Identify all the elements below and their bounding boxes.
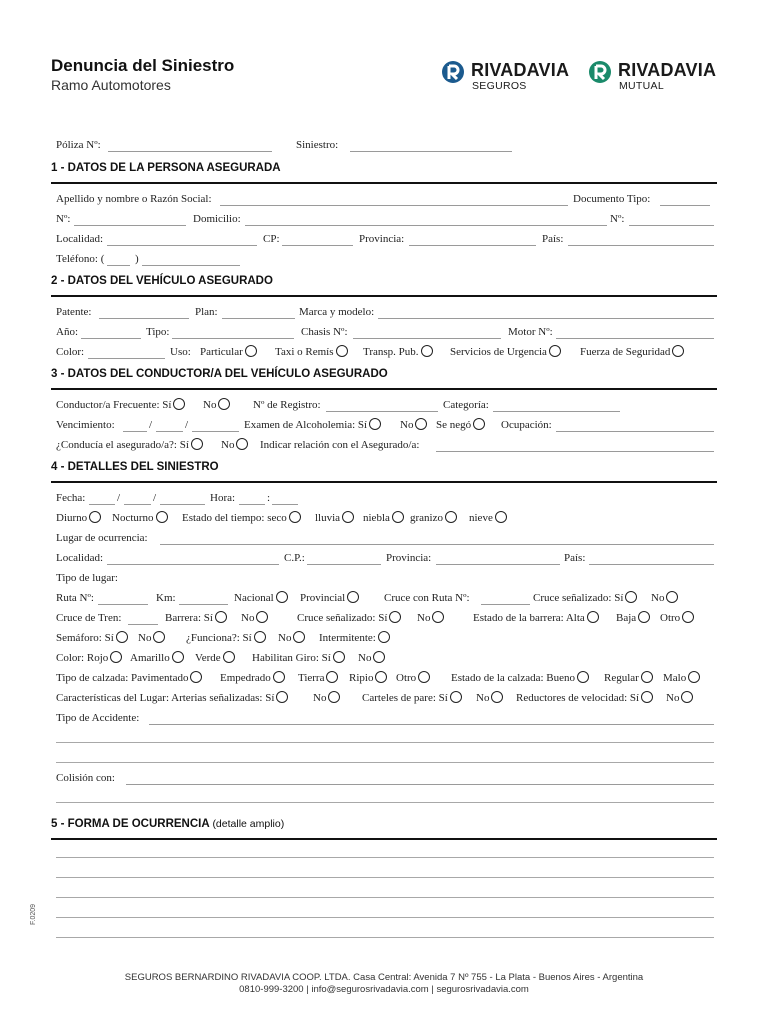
ripio-label: Ripio bbox=[349, 672, 374, 684]
granizo-radio[interactable] bbox=[445, 511, 457, 523]
section-5-title bbox=[51, 818, 284, 830]
s4-provincia-field[interactable] bbox=[436, 564, 560, 565]
lluvia-radio[interactable] bbox=[342, 511, 354, 523]
ruta-label: Ruta Nº: bbox=[56, 592, 94, 604]
color-label: Color: bbox=[56, 346, 85, 358]
cruce-ruta-label: Cruce con Ruta Nº: bbox=[384, 592, 470, 604]
ripio-radio[interactable] bbox=[375, 671, 387, 683]
s4-localidad-field[interactable] bbox=[107, 564, 279, 565]
fecha-day-field[interactable] bbox=[89, 504, 115, 505]
habilitan-no-radio[interactable] bbox=[373, 651, 385, 663]
tipo-label: Tipo: bbox=[146, 326, 170, 338]
conducia-label: ¿Conducía el asegurado/a?: Sí bbox=[56, 439, 189, 451]
semaforo-si-radio[interactable] bbox=[116, 631, 128, 643]
ocupacion-field[interactable] bbox=[556, 431, 714, 432]
s2-row3 bbox=[56, 346, 714, 362]
seco-radio[interactable] bbox=[289, 511, 301, 523]
page-subtitle: Ramo Automotores bbox=[51, 77, 171, 93]
tierra-label: Tierra bbox=[298, 672, 325, 684]
funciona-no-label: No bbox=[278, 632, 292, 644]
venc-year-field[interactable] bbox=[192, 431, 239, 432]
minutos-field[interactable] bbox=[272, 504, 298, 505]
conducia-no-radio[interactable] bbox=[236, 438, 248, 450]
cruce-senal-si-radio[interactable] bbox=[625, 591, 637, 603]
conducia-no-label: No bbox=[221, 439, 235, 451]
intermitente-label: Intermitente: bbox=[319, 632, 376, 644]
funciona-no-radio[interactable] bbox=[293, 631, 305, 643]
verde-label: Verde bbox=[195, 652, 221, 664]
fuerza-label: Fuerza de Seguridad bbox=[580, 346, 671, 358]
calzada-otro-label: Otro bbox=[396, 672, 417, 684]
patente-field[interactable] bbox=[99, 318, 189, 319]
s4-row-fecha bbox=[56, 492, 714, 508]
s4-pais-label: País: bbox=[564, 552, 586, 564]
funciona-label: ¿Funciona?: Sí bbox=[186, 632, 252, 644]
logo2-sub: MUTUAL bbox=[619, 80, 664, 92]
estado-calzada-label: Estado de la calzada: Bueno bbox=[451, 672, 576, 684]
siniestro-field[interactable] bbox=[350, 151, 512, 152]
cruce-tren-field[interactable] bbox=[128, 624, 158, 625]
localidad-label: Localidad: bbox=[56, 233, 104, 245]
calzada-label: Tipo de calzada: Pavimentado bbox=[56, 672, 189, 684]
habilitan-label: Habilitan Giro: Sí bbox=[252, 652, 331, 664]
telefono-close: ) bbox=[135, 253, 139, 265]
nro-field[interactable] bbox=[74, 225, 186, 226]
poliza-label: Póliza Nº: bbox=[56, 139, 101, 151]
ocurrencia-line-1[interactable] bbox=[56, 857, 714, 858]
frecuente-no-radio[interactable] bbox=[218, 398, 230, 410]
section-1-rule bbox=[51, 182, 717, 184]
colision-label: Colisión con: bbox=[56, 772, 115, 784]
vencimiento-label: Vencimiento: bbox=[56, 419, 115, 431]
siniestro-label: Siniestro: bbox=[296, 139, 339, 151]
cruce-ruta-field[interactable] bbox=[481, 604, 530, 605]
frecuente-no-label: No bbox=[203, 399, 217, 411]
section-3-rule bbox=[51, 388, 717, 390]
alcoholemia-no-label: No bbox=[400, 419, 414, 431]
alcoholemia-si-radio[interactable] bbox=[369, 418, 381, 430]
funciona-si-radio[interactable] bbox=[254, 631, 266, 643]
section-5-rule bbox=[51, 838, 717, 840]
bueno-radio[interactable] bbox=[577, 671, 589, 683]
poliza-field[interactable] bbox=[108, 151, 272, 152]
s4-row-tipo-lugar bbox=[56, 572, 714, 588]
anio-field[interactable] bbox=[81, 338, 141, 339]
s4-row-tiempo bbox=[56, 512, 714, 528]
logo2-name: RIVADAVIA bbox=[618, 60, 717, 80]
venc-month-field[interactable] bbox=[156, 431, 183, 432]
nacional-radio[interactable] bbox=[276, 591, 288, 603]
barrera-no-radio[interactable] bbox=[256, 611, 268, 623]
plan-field[interactable] bbox=[222, 318, 295, 319]
cruce-senal-no-label: No bbox=[651, 592, 665, 604]
cruce-senal-no-radio[interactable] bbox=[666, 591, 678, 603]
hora-colon: : bbox=[267, 492, 271, 504]
color-rojo-label: Color: Rojo bbox=[56, 652, 109, 664]
registro-field[interactable] bbox=[326, 411, 438, 412]
s3-row1 bbox=[56, 399, 714, 415]
section-3-title: 3 - DATOS DEL CONDUCTOR/A DEL VEHÍCULO ASEGURADO bbox=[51, 368, 388, 380]
estado-tiempo-label: Estado del tiempo: seco bbox=[182, 512, 287, 524]
relacion-label: Indicar relación con el Asegurado/a: bbox=[260, 439, 420, 451]
footer-address: SEGUROS BERNARDINO RIVADAVIA COOP. LTDA. Casa Central: Avenida 7 Nº 755 - La Plata - Buenos Aires - Argentina bbox=[124, 972, 644, 983]
provincia-field[interactable] bbox=[409, 245, 536, 246]
ocurrencia-line-5[interactable] bbox=[56, 937, 714, 938]
s4-row-localidad bbox=[56, 552, 714, 568]
semaforo-label: Semáforo: Sí bbox=[56, 632, 114, 644]
nieve-label: nieve bbox=[469, 512, 493, 524]
fecha-year-field[interactable] bbox=[160, 504, 205, 505]
carteles-label: Carteles de pare: Sí bbox=[362, 692, 448, 704]
barrera-alta-radio[interactable] bbox=[587, 611, 599, 623]
cruce-senal2-no-label: No bbox=[417, 612, 431, 624]
telefono-area-field[interactable] bbox=[107, 265, 130, 266]
rivadavia-logo-icon bbox=[441, 60, 465, 84]
niebla-radio[interactable] bbox=[392, 511, 404, 523]
empedrado-radio[interactable] bbox=[273, 671, 285, 683]
tipo-accidente-label: Tipo de Accidente: bbox=[56, 712, 140, 724]
fecha-label: Fecha: bbox=[56, 492, 86, 504]
tipo-accidente-line-2[interactable] bbox=[56, 742, 714, 743]
cp-field[interactable] bbox=[282, 245, 353, 246]
nro-label: Nº: bbox=[56, 213, 71, 225]
s1-row4 bbox=[56, 253, 714, 269]
amarillo-label: Amarillo bbox=[130, 652, 170, 664]
nieve-radio[interactable] bbox=[495, 511, 507, 523]
colision-field[interactable] bbox=[126, 784, 714, 785]
localidad-field[interactable] bbox=[107, 245, 257, 246]
transp-radio[interactable] bbox=[421, 345, 433, 357]
reductores-si-radio[interactable] bbox=[641, 691, 653, 703]
marca-field[interactable] bbox=[378, 318, 714, 319]
section-5-note: (detalle amplio) bbox=[212, 818, 285, 830]
s4-row-ruta bbox=[56, 592, 714, 608]
s2-row2 bbox=[56, 326, 714, 342]
cruce-tren-label: Cruce de Tren: bbox=[56, 612, 122, 624]
chasis-label: Chasis Nº: bbox=[301, 326, 348, 338]
semaforo-no-radio[interactable] bbox=[153, 631, 165, 643]
motor-field[interactable] bbox=[556, 338, 714, 339]
particular-label: Particular bbox=[200, 346, 243, 358]
carteles-no-radio[interactable] bbox=[491, 691, 503, 703]
documento-label: Documento Tipo: bbox=[573, 193, 651, 205]
semaforo-no-label: No bbox=[138, 632, 152, 644]
s4-row-caracteristicas bbox=[56, 692, 714, 708]
lugar-label: Lugar de ocurrencia: bbox=[56, 532, 148, 544]
s4-row-colision bbox=[56, 772, 714, 788]
tipo-lugar-label: Tipo de lugar: bbox=[56, 572, 118, 584]
venc-slash-2: / bbox=[185, 419, 189, 431]
diurno-label: Diurno bbox=[56, 512, 88, 524]
granizo-label: granizo bbox=[410, 512, 443, 524]
ocupacion-label: Ocupación: bbox=[501, 419, 552, 431]
carteles-no-label: No bbox=[476, 692, 490, 704]
rivadavia-mutual-logo-icon bbox=[588, 60, 612, 84]
malo-label: Malo bbox=[663, 672, 687, 684]
niebla-label: niebla bbox=[363, 512, 390, 524]
section-4-rule bbox=[51, 481, 717, 483]
s4-provincia-label: Provincia: bbox=[386, 552, 432, 564]
domicilio-field[interactable] bbox=[245, 225, 607, 226]
carteles-si-radio[interactable] bbox=[450, 691, 462, 703]
categoria-label: Categoría: bbox=[443, 399, 489, 411]
reductores-label: Reductores de velocidad: Sí bbox=[516, 692, 640, 704]
frecuente-label: Conductor/a Frecuente: Sí bbox=[56, 399, 172, 411]
nego-radio[interactable] bbox=[473, 418, 485, 430]
s4-localidad-label: Localidad: bbox=[56, 552, 104, 564]
s1-row3 bbox=[56, 233, 714, 249]
fecha-month-field[interactable] bbox=[124, 504, 151, 505]
caracteristicas-label: Características del Lugar: Arterias señalizadas: Sí bbox=[56, 692, 275, 704]
s3-row3 bbox=[56, 439, 714, 455]
documento-field[interactable] bbox=[660, 205, 710, 206]
km-field[interactable] bbox=[179, 604, 228, 605]
nocturno-label: Nocturno bbox=[112, 512, 154, 524]
nro2-field[interactable] bbox=[629, 225, 714, 226]
urgencia-radio[interactable] bbox=[549, 345, 561, 357]
plan-label: Plan: bbox=[195, 306, 218, 318]
taxi-label: Taxi o Remís bbox=[275, 346, 334, 358]
malo-radio[interactable] bbox=[688, 671, 700, 683]
section-4-title: 4 - DETALLES DEL SINIESTRO bbox=[51, 461, 219, 473]
lluvia-label: lluvia bbox=[315, 512, 341, 524]
s1-row1 bbox=[56, 193, 714, 209]
nocturno-radio[interactable] bbox=[156, 511, 168, 523]
provincia-label: Provincia: bbox=[359, 233, 405, 245]
calzada-otro-radio[interactable] bbox=[418, 671, 430, 683]
section-2-title: 2 - DATOS DEL VEHÍCULO ASEGURADO bbox=[51, 275, 273, 287]
baja-label: Baja bbox=[616, 612, 637, 624]
urgencia-label: Servicios de Urgencia bbox=[450, 346, 547, 358]
color-field[interactable] bbox=[88, 358, 165, 359]
hora-field[interactable] bbox=[239, 504, 265, 505]
tipo-accidente-field[interactable] bbox=[149, 724, 714, 725]
s4-row-color bbox=[56, 652, 714, 668]
barrera-label: Barrera: Sí bbox=[165, 612, 213, 624]
footer-contact: 0810-999-3200 | info@segurosrivadavia.com | segurosrivadavia.com bbox=[239, 984, 529, 995]
barrera-baja-radio[interactable] bbox=[638, 611, 650, 623]
barrera-no-label: No bbox=[241, 612, 255, 624]
provincial-radio[interactable] bbox=[347, 591, 359, 603]
logo1-sub: SEGUROS bbox=[472, 80, 527, 92]
rojo-radio[interactable] bbox=[110, 651, 122, 663]
hora-label: Hora: bbox=[210, 492, 236, 504]
alcoholemia-label: Examen de Alcoholemia: Sí bbox=[244, 419, 368, 431]
ocurrencia-line-4[interactable] bbox=[56, 917, 714, 918]
reductores-no-radio[interactable] bbox=[681, 691, 693, 703]
arterias-no-radio[interactable] bbox=[328, 691, 340, 703]
s2-row1 bbox=[56, 306, 714, 322]
regular-radio[interactable] bbox=[641, 671, 653, 683]
logo-rivadavia-mutual bbox=[588, 60, 728, 94]
particular-radio[interactable] bbox=[245, 345, 257, 357]
motor-label: Motor Nº: bbox=[508, 326, 553, 338]
s1-row2 bbox=[56, 213, 714, 229]
fuerza-radio[interactable] bbox=[672, 345, 684, 357]
diurno-radio[interactable] bbox=[89, 511, 101, 523]
s4-pais-field[interactable] bbox=[589, 564, 714, 565]
cruce-senal2-no-radio[interactable] bbox=[432, 611, 444, 623]
cp-label: CP: bbox=[263, 233, 280, 245]
s4-cp-label: C.P.: bbox=[284, 552, 305, 564]
nacional-label: Nacional bbox=[234, 592, 274, 604]
taxi-radio[interactable] bbox=[336, 345, 348, 357]
tipo-accidente-line-3[interactable] bbox=[56, 762, 714, 763]
tierra-radio[interactable] bbox=[326, 671, 338, 683]
categoria-field[interactable] bbox=[493, 411, 620, 412]
s4-row-lugar bbox=[56, 532, 714, 548]
nro2-label: Nº: bbox=[610, 213, 625, 225]
colision-line-2[interactable] bbox=[56, 802, 714, 803]
registro-label: Nº de Registro: bbox=[253, 399, 321, 411]
empedrado-label: Empedrado bbox=[220, 672, 271, 684]
s4-row-tren bbox=[56, 612, 714, 628]
chasis-field[interactable] bbox=[353, 338, 501, 339]
relacion-field[interactable] bbox=[436, 451, 714, 452]
barrera-otro-label: Otro bbox=[660, 612, 681, 624]
alcoholemia-no-radio[interactable] bbox=[415, 418, 427, 430]
telefono-field[interactable] bbox=[142, 265, 240, 266]
s3-row2 bbox=[56, 419, 714, 435]
transp-label: Transp. Pub. bbox=[363, 346, 419, 358]
ocurrencia-line-2[interactable] bbox=[56, 877, 714, 878]
s4-row-calzada bbox=[56, 672, 714, 688]
frecuente-si-radio[interactable] bbox=[173, 398, 185, 410]
ruta-field[interactable] bbox=[98, 604, 148, 605]
fecha-slash-2: / bbox=[153, 492, 157, 504]
section-1-title: 1 - DATOS DE LA PERSONA ASEGURADA bbox=[51, 162, 281, 174]
apellido-field[interactable] bbox=[220, 205, 568, 206]
cruce-senal-label: Cruce señalizado: Sí bbox=[533, 592, 624, 604]
arterias-si-radio[interactable] bbox=[276, 691, 288, 703]
apellido-label: Apellido y nombre o Razón Social: bbox=[56, 193, 212, 205]
intermitente-radio[interactable] bbox=[378, 631, 390, 643]
section-2-rule bbox=[51, 295, 717, 297]
logo1-name: RIVADAVIA bbox=[471, 60, 570, 80]
logo-rivadavia-seguros bbox=[441, 60, 581, 94]
domicilio-label: Domicilio: bbox=[193, 213, 241, 225]
habilitan-no-label: No bbox=[358, 652, 372, 664]
nego-label: Se negó bbox=[436, 419, 472, 431]
marca-label: Marca y modelo: bbox=[299, 306, 375, 318]
barrera-otro-radio[interactable] bbox=[682, 611, 694, 623]
cruce-senal2-si-radio[interactable] bbox=[389, 611, 401, 623]
pais-label: País: bbox=[542, 233, 564, 245]
arterias-no-label: No bbox=[313, 692, 327, 704]
reductores-no-label: No bbox=[666, 692, 680, 704]
km-label: Km: bbox=[156, 592, 176, 604]
tipo-field[interactable] bbox=[172, 338, 294, 339]
regular-label: Regular bbox=[604, 672, 639, 684]
cruce-senal2-label: Cruce señalizado: Sí bbox=[297, 612, 388, 624]
s4-cp-field[interactable] bbox=[307, 564, 381, 565]
form-code: F.0209 bbox=[30, 903, 37, 925]
section-5-title-text: 5 - FORMA DE OCURRENCIA bbox=[51, 818, 210, 830]
patente-label: Patente: bbox=[56, 306, 92, 318]
estado-barrera-label: Estado de la barrera: Alta bbox=[473, 612, 585, 624]
pais-field[interactable] bbox=[568, 245, 714, 246]
s4-row-tipo-accidente bbox=[56, 712, 714, 728]
lugar-field[interactable] bbox=[160, 544, 714, 545]
ocurrencia-line-3[interactable] bbox=[56, 897, 714, 898]
habilitan-si-radio[interactable] bbox=[333, 651, 345, 663]
telefono-label: Teléfono: ( bbox=[56, 253, 105, 265]
venc-slash-1: / bbox=[149, 419, 153, 431]
conducia-si-radio[interactable] bbox=[191, 438, 203, 450]
fecha-slash-1: / bbox=[117, 492, 121, 504]
policy-row bbox=[56, 139, 714, 155]
anio-label: Año: bbox=[56, 326, 78, 338]
barrera-si-radio[interactable] bbox=[215, 611, 227, 623]
amarillo-radio[interactable] bbox=[172, 651, 184, 663]
uso-label: Uso: bbox=[170, 346, 191, 358]
verde-radio[interactable] bbox=[223, 651, 235, 663]
pavimentado-radio[interactable] bbox=[190, 671, 202, 683]
venc-day-field[interactable] bbox=[123, 431, 147, 432]
provincial-label: Provincial bbox=[300, 592, 346, 604]
page-title: Denuncia del Siniestro bbox=[51, 56, 235, 75]
s4-row-semaforo bbox=[56, 632, 714, 648]
